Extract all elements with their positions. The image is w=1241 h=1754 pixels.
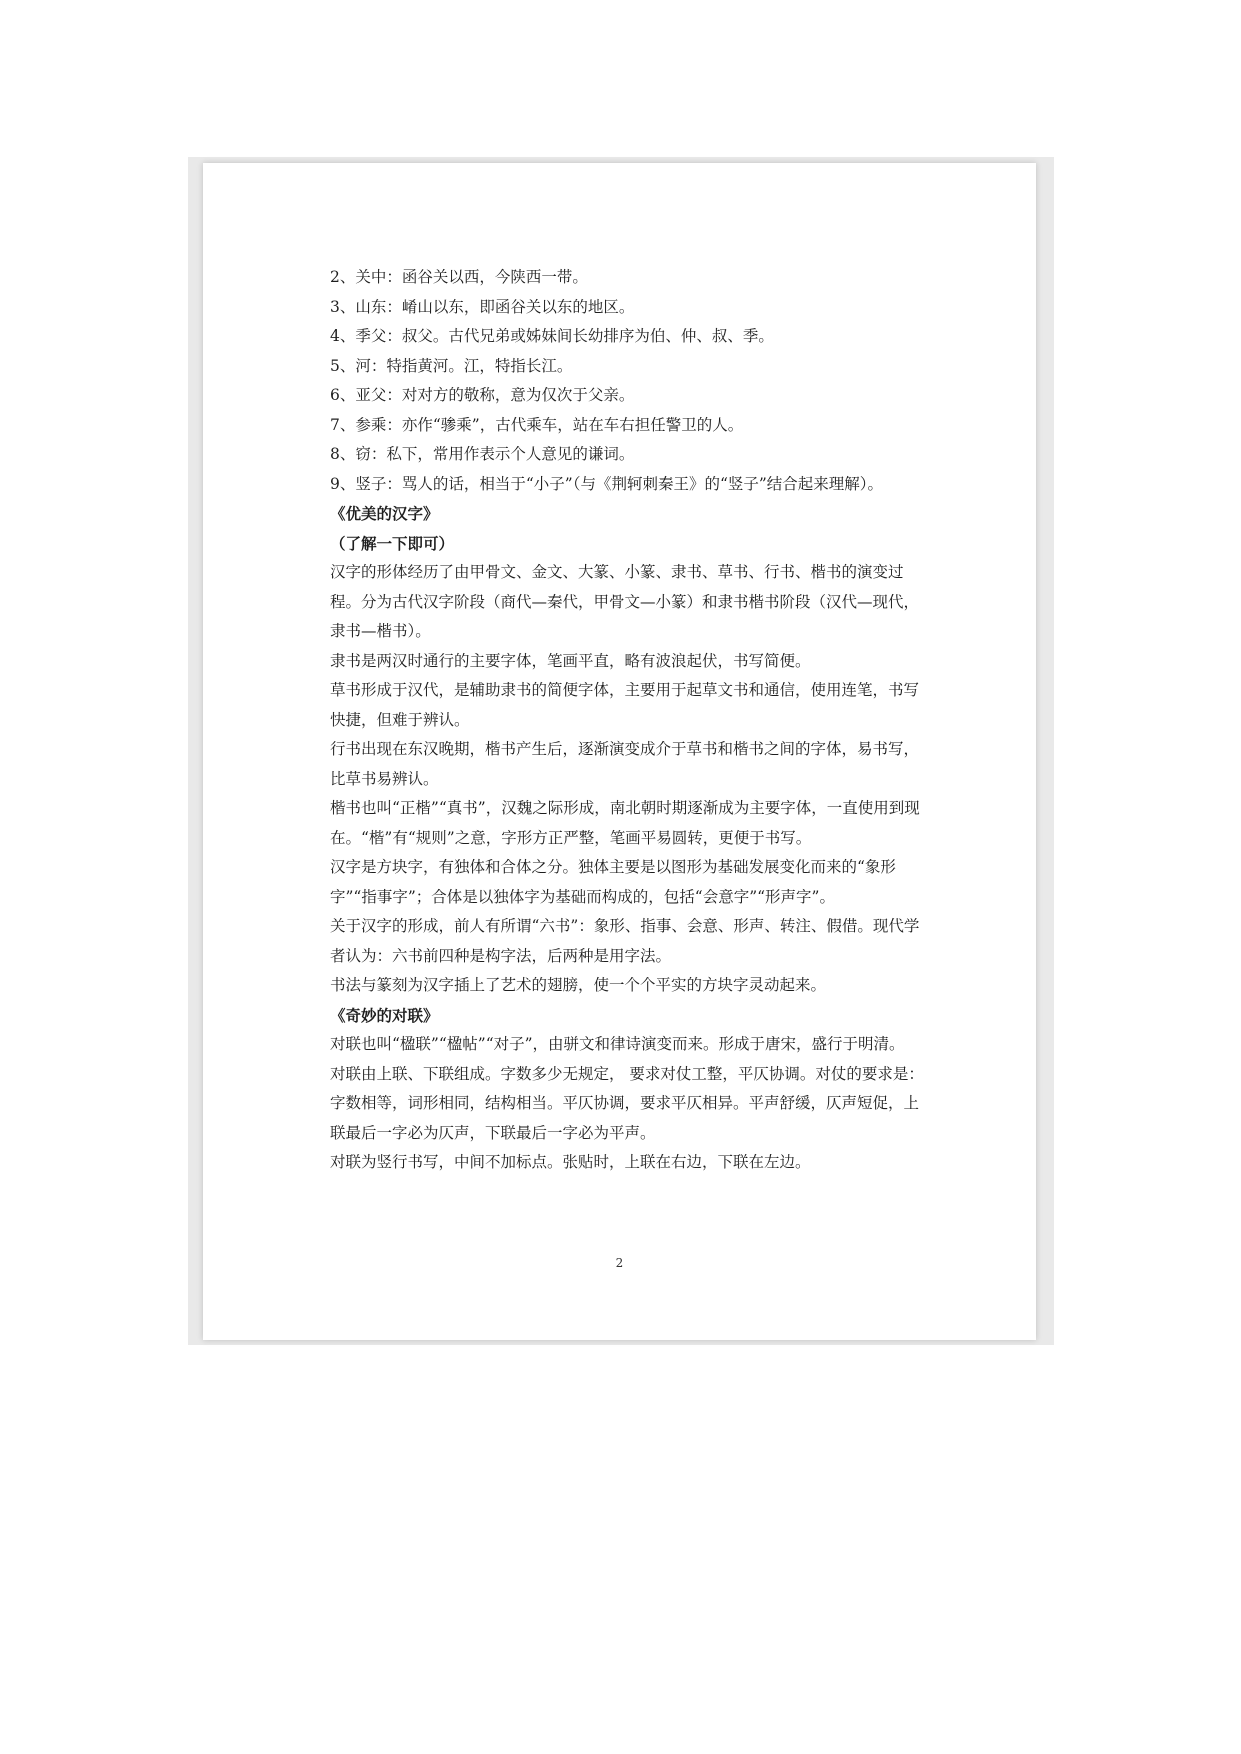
paragraph: 5、河：特指黄河。江，特指长江。: [330, 356, 573, 375]
paragraph: 6、亚父：对对方的敬称，意为仅次于父亲。: [330, 386, 635, 404]
paragraph: 对联也叫“楹联”“楹帖”“对子”，由骈文和律诗演变而来。形成于唐宋，盛行于明清。: [330, 1035, 905, 1053]
paragraph: 8、窃：私下，常用作表示个人意见的谦词。: [330, 445, 635, 463]
paragraph: 行书出现在东汉晚期，楷书产生后，逐渐演变成介于草书和楷书之间的字体，易书写，比草书易辨认。: [330, 740, 920, 788]
paragraph: 汉字是方块字，有独体和合体之分。独体主要是以图形为基础发展变化而来的“象形字”“指事字”；合体是以独体字为基础而构成的，包括“会意字”“形声字”。: [330, 858, 896, 906]
section-heading: 《奇妙的对联》: [330, 1005, 439, 1025]
paragraph: 汉字的形体经历了由甲骨文、金文、大篆、小篆、隶书、草书、行书、楷书的演变过程。分为古代汉字阶段（商代—秦代，甲骨文—小篆）和隶书楷书阶段（汉代—现代，隶书—楷书）。: [330, 563, 920, 640]
paragraph: 书法与篆刻为汉字插上了艺术的翅膀，使一个个平实的方块字灵动起来。: [330, 976, 827, 994]
paragraph: 2、关中：函谷关以西，今陕西一带。: [330, 268, 588, 286]
paragraph: 9、竖子：骂人的话，相当于“小子”（与《荆轲刺秦王》的“竖子”结合起来理解）。: [330, 474, 884, 493]
paragraph: 7、参乘：亦作“骖乘”，古代乘车，站在车右担任警卫的人。: [330, 415, 744, 434]
paragraph: 隶书是两汉时通行的主要字体，笔画平直，略有波浪起伏，书写简便。: [330, 651, 811, 670]
paragraph: 楷书也叫“正楷”“真书”，汉魏之际形成，南北朝时期逐渐成为主要字体，一直使用到现在。“楷”有“规则”之意，字形方正严整，笔画平易圆转，更便于书写。: [330, 799, 920, 847]
paragraph: 4、季父：叔父。古代兄弟或姊妹间长幼排序为伯、仲、叔、季。: [330, 327, 774, 345]
document-page: [203, 163, 1036, 1340]
paragraph: 对联由上联、下联组成。字数多少无规定， 要求对仗工整，平仄协调。对仗的要求是：字数相等，词形相同，结构相当。平仄协调，要求平仄相异。平声舒缓，仄声短促，上联最后一字必为仄声，下联最后一字必为平声。: [330, 1064, 924, 1142]
section-heading: 《优美的汉字》: [330, 504, 439, 523]
page-number: 2: [615, 1256, 624, 1270]
paragraph: 对联为竖行书写，中间不加标点。张贴时，上联在右边，下联在左边。: [330, 1153, 811, 1171]
paragraph: 关于汉字的形成，前人有所谓“六书”：象形、指事、会意、形声、转注、假借。现代学者认为：六书前四种是构字法，后两种是用字法。: [330, 917, 920, 965]
section-heading: （了解一下即可）: [330, 533, 455, 553]
paragraph: 3、山东：崤山以东，即函谷关以东的地区。: [330, 297, 635, 316]
page-content: [330, 263, 930, 1178]
paragraph: 草书形成于汉代，是辅助隶书的简便字体，主要用于起草文书和通信，使用连笔，书写快捷，但难于辨认。: [330, 681, 920, 729]
